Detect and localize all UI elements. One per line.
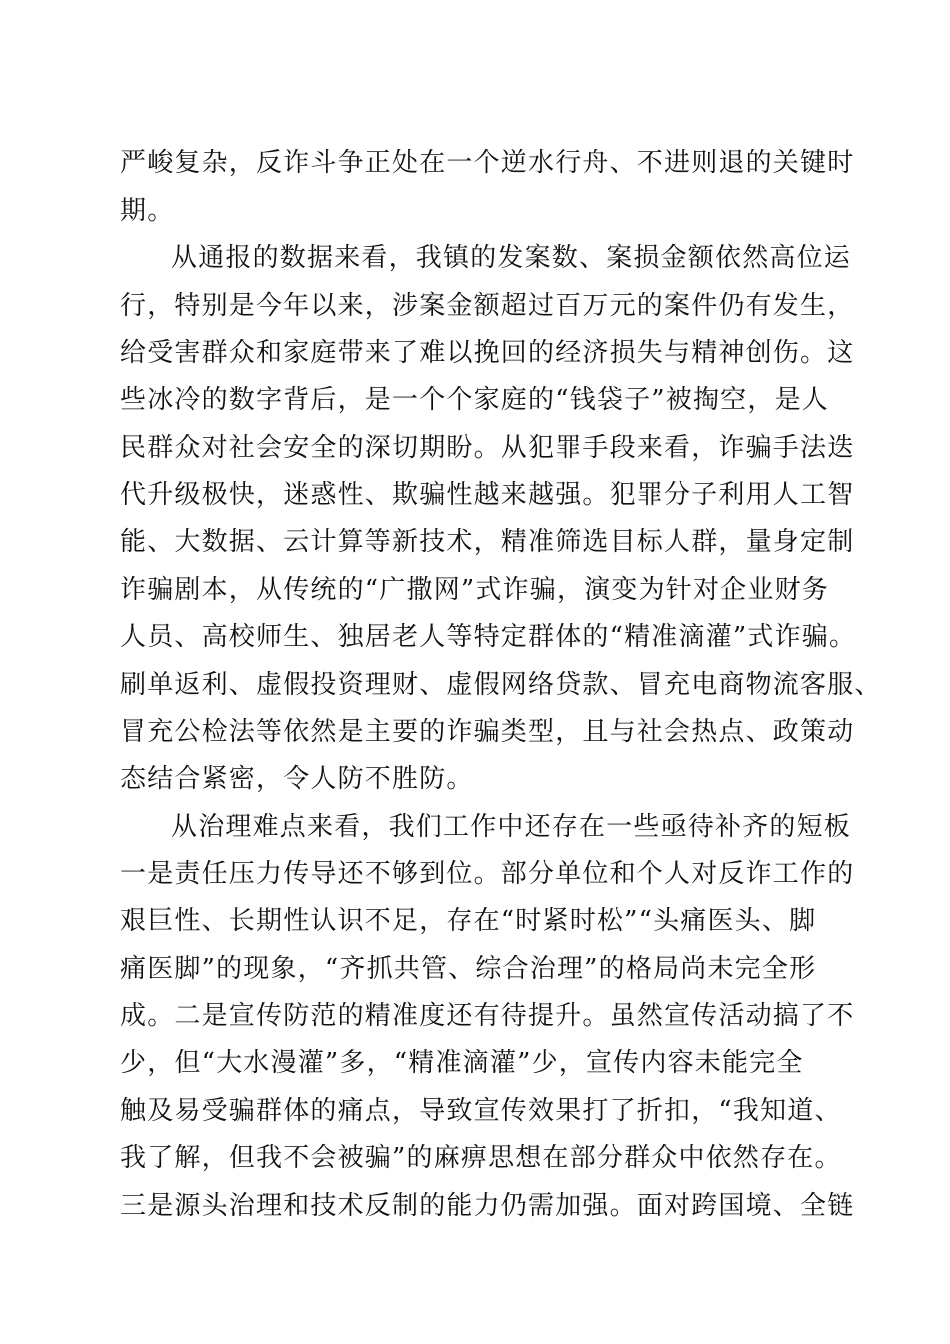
text-line: 行，特别是今年以来，涉案金额超过百万元的案件仍有发生， (120, 291, 855, 321)
text-line: 从治理难点来看，我们工作中还存在一些亟待补齐的短板 (171, 812, 852, 842)
text-line: 三是源头治理和技术反制的能力仍需加强。面对跨国境、全链 (120, 1191, 855, 1221)
text-line: 态结合紧密，令人防不胜防。 (120, 764, 474, 794)
text-line: 少，但“大水漫灌”多，“精准滴灌”少，宣传内容未能完全 (120, 1048, 804, 1078)
text-line: 冒充公检法等依然是主要的诈骗类型，且与社会热点、政策动 (120, 717, 855, 747)
text-line: 从通报的数据来看，我镇的发案数、案损金额依然高位运 (171, 243, 852, 273)
text-line: 期。 (120, 196, 175, 226)
text-line: 严峻复杂，反诈斗争正处在一个逆水行舟、不进则退的关键时 (120, 148, 855, 178)
text-line: 民群众对社会安全的深切期盼。从犯罪手段来看，诈骗手法迭 (120, 433, 855, 463)
text-line: 痛医脚”的现象，“齐抓共管、综合治理”的格局尚未完全形 (120, 954, 817, 984)
text-line: 艰巨性、长期性认识不足，存在“时紧时松”“头痛医头、脚 (120, 906, 817, 936)
text-line: 诈骗剧本，从传统的“广撒网”式诈骗，演变为针对企业财务 (120, 575, 829, 605)
text-line: 些冰冷的数字背后，是一个个家庭的“钱袋子”被掏空，是人 (120, 385, 829, 415)
text-line: 一是责任压力传导还不够到位。部分单位和个人对反诈工作的 (120, 859, 855, 889)
text-line: 人员、高校师生、独居老人等特定群体的“精准滴灌”式诈骗。 (120, 622, 857, 652)
text-line: 能、大数据、云计算等新技术，精准筛选目标人群，量身定制 (120, 527, 855, 557)
text-line: 我了解，但我不会被骗”的麻痹思想在部分群众中依然存在。 (120, 1143, 842, 1173)
text-line: 触及易受骗群体的痛点，导致宣传效果打了折扣，“我知道、 (120, 1096, 842, 1126)
text-line: 成。二是宣传防范的精准度还有待提升。虽然宣传活动搞了不 (120, 1001, 855, 1031)
text-line: 刷单返利、虚假投资理财、虚假网络贷款、冒充电商物流客服、 (120, 670, 882, 700)
text-line: 给受害群众和家庭带来了难以挽回的经济损失与精神创伤。这 (120, 338, 855, 368)
text-line: 代升级极快，迷惑性、欺骗性越来越强。犯罪分子利用人工智 (120, 480, 855, 510)
